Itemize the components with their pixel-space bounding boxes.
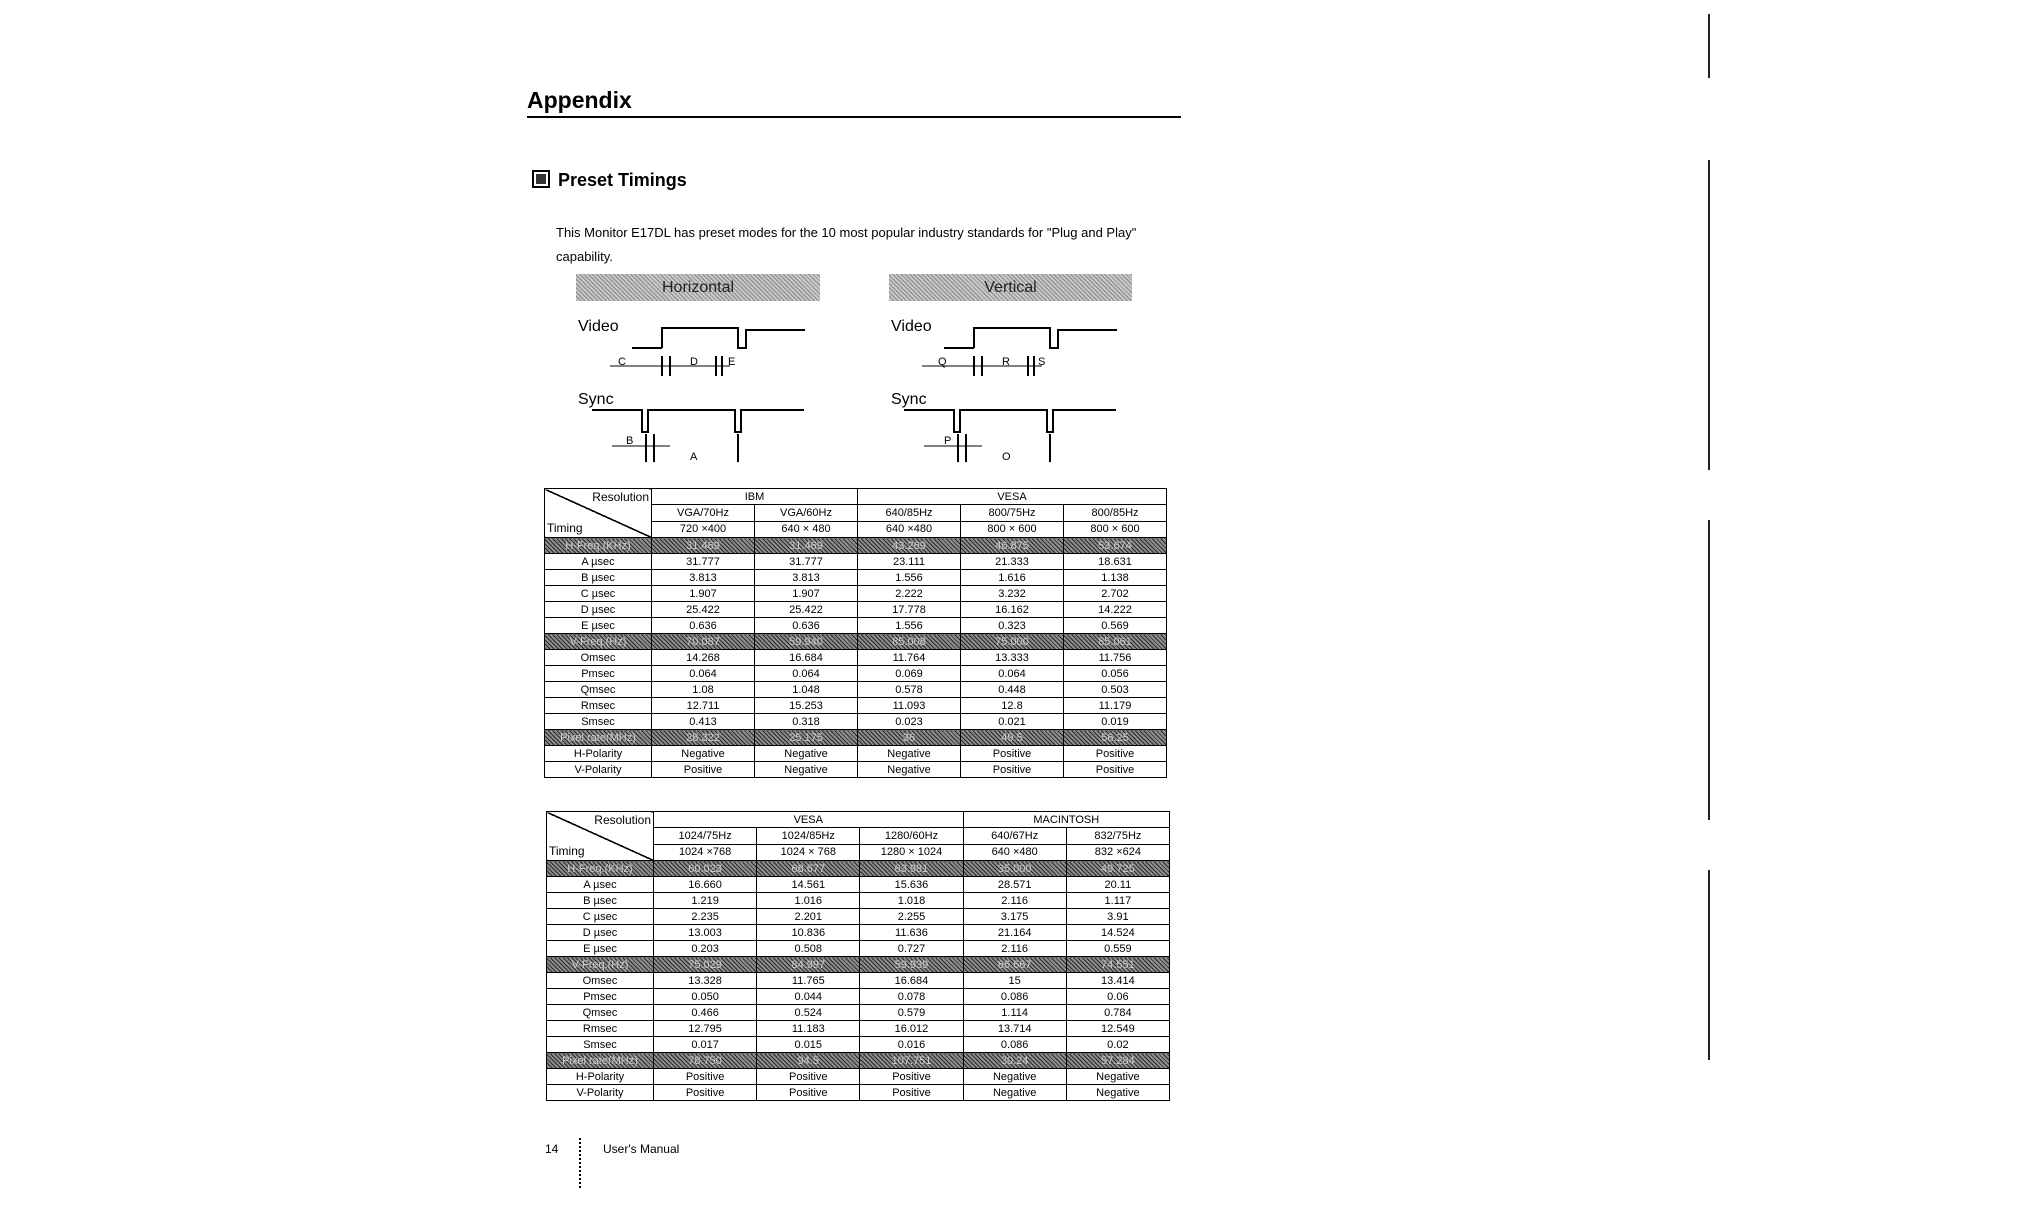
resolution-header: Resolution xyxy=(594,813,651,827)
value-cell: 49.5 xyxy=(961,730,1064,746)
value-cell: 0.06 xyxy=(1066,989,1169,1005)
row-label: H-Freq.(KHz) xyxy=(547,861,654,877)
value-cell: 31.469 xyxy=(652,538,755,554)
value-cell: 1.117 xyxy=(1066,893,1169,909)
resolution-header: Resolution xyxy=(592,490,649,504)
vertical-band: Vertical xyxy=(889,274,1132,301)
value-cell: 31.469 xyxy=(755,538,858,554)
table-row xyxy=(547,925,1170,941)
value-cell: Positive xyxy=(961,746,1064,762)
section-title xyxy=(532,168,687,192)
value-cell: 11.179 xyxy=(1064,698,1167,714)
value-cell: 0.569 xyxy=(1064,618,1167,634)
value-cell: 14.524 xyxy=(1066,925,1169,941)
row-label: D µsec xyxy=(545,602,652,618)
value-cell: 28.322 xyxy=(652,730,755,746)
mode-cell: 800/85Hz xyxy=(1064,505,1167,521)
row-label: H-Freq.(KHz) xyxy=(545,538,652,554)
value-cell: 0.069 xyxy=(858,666,961,682)
row-label: H-Polarity xyxy=(545,746,652,762)
table-row xyxy=(547,893,1170,909)
value-cell: Positive xyxy=(654,1069,757,1085)
row-label: A µsec xyxy=(547,877,654,893)
table-row xyxy=(545,570,1167,586)
row-label: E µsec xyxy=(545,618,652,634)
horizontal-band: Horizontal xyxy=(576,274,820,301)
value-cell: 13.333 xyxy=(961,650,1064,666)
value-cell: 11.636 xyxy=(860,925,963,941)
section-bullet-icon xyxy=(532,170,550,188)
value-cell: 75.029 xyxy=(654,957,757,973)
value-cell: 0.064 xyxy=(961,666,1064,682)
resolution-cell: 832 ×624 xyxy=(1066,844,1169,860)
mode-cell: 640/85Hz xyxy=(858,505,961,521)
value-cell: 12.549 xyxy=(1066,1021,1169,1037)
row-label: D µsec xyxy=(547,925,654,941)
value-cell: 0.448 xyxy=(961,682,1064,698)
value-cell: 1.016 xyxy=(757,893,860,909)
value-cell: 53.674 xyxy=(1064,538,1167,554)
mode-cell: 640/67Hz xyxy=(963,828,1066,844)
value-cell: 0.064 xyxy=(652,666,755,682)
value-cell: 12.8 xyxy=(961,698,1064,714)
value-cell: 60.023 xyxy=(654,861,757,877)
row-label: Smsec xyxy=(547,1037,654,1053)
group-header-vesa: VESA xyxy=(858,489,1167,505)
value-cell: 28.571 xyxy=(963,877,1066,893)
section-title-text: Preset Timings xyxy=(558,170,687,190)
value-cell: 3.91 xyxy=(1066,909,1169,925)
table-corner-cell xyxy=(545,489,652,538)
value-cell: 20.11 xyxy=(1066,877,1169,893)
value-cell: 57.284 xyxy=(1066,1053,1169,1069)
value-cell: Negative xyxy=(755,746,858,762)
label-r: R xyxy=(1002,356,1010,368)
mode-cell: 800/75Hz xyxy=(961,505,1064,521)
row-label: Pmsec xyxy=(545,666,652,682)
value-cell: 2.116 xyxy=(963,941,1066,957)
value-cell: 0.078 xyxy=(860,989,963,1005)
table-row xyxy=(547,1069,1170,1085)
table-row xyxy=(547,973,1170,989)
value-cell: 12.711 xyxy=(652,698,755,714)
value-cell: 25.175 xyxy=(755,730,858,746)
table-row xyxy=(547,1085,1170,1101)
value-cell: 18.631 xyxy=(1064,554,1167,570)
group-header-vesa: VESA xyxy=(654,812,964,828)
value-cell: 75.000 xyxy=(961,634,1064,650)
value-cell: 2.201 xyxy=(757,909,860,925)
value-cell: 0.559 xyxy=(1066,941,1169,957)
value-cell: 0.086 xyxy=(963,989,1066,1005)
table-row xyxy=(547,1021,1170,1037)
table-row xyxy=(545,746,1167,762)
value-cell: 2.116 xyxy=(963,893,1066,909)
table-row xyxy=(547,877,1170,893)
row-label: Pixel rate(MHz) xyxy=(545,730,652,746)
value-cell: 21.164 xyxy=(963,925,1066,941)
table-row xyxy=(545,730,1167,746)
table-body xyxy=(547,861,1170,1101)
value-cell: 1.219 xyxy=(654,893,757,909)
value-cell: 0.056 xyxy=(1064,666,1167,682)
preset-timing-table-1 xyxy=(544,488,1167,778)
value-cell: 78.750 xyxy=(654,1053,757,1069)
mode-cell: 1024/75Hz xyxy=(654,828,757,844)
table-group-row xyxy=(545,489,1167,505)
value-cell: 12.795 xyxy=(654,1021,757,1037)
label-q: Q xyxy=(938,356,947,368)
value-cell: 0.019 xyxy=(1064,714,1167,730)
value-cell: 1.907 xyxy=(755,586,858,602)
label-e: E xyxy=(728,356,736,368)
value-cell: 0.015 xyxy=(757,1037,860,1053)
row-label: Pixel rate(MHz) xyxy=(547,1053,654,1069)
value-cell: 84.997 xyxy=(757,957,860,973)
value-cell: 31.777 xyxy=(755,554,858,570)
table-row xyxy=(545,586,1167,602)
value-cell: 85.008 xyxy=(858,634,961,650)
timing-header: Timing xyxy=(547,521,583,535)
value-cell: 15.636 xyxy=(860,877,963,893)
value-cell: 1.048 xyxy=(755,682,858,698)
value-cell: 0.02 xyxy=(1066,1037,1169,1053)
table-row xyxy=(547,957,1170,973)
value-cell: 0.579 xyxy=(860,1005,963,1021)
timing-header: Timing xyxy=(549,844,585,858)
table-row xyxy=(545,650,1167,666)
label-a: A xyxy=(690,451,698,463)
horizontal-sync-label: Sync xyxy=(578,391,614,408)
value-cell: 14.561 xyxy=(757,877,860,893)
value-cell: 36 xyxy=(858,730,961,746)
value-cell: 59.939 xyxy=(860,957,963,973)
value-cell: 0.578 xyxy=(858,682,961,698)
vertical-sync-label: Sync xyxy=(891,391,927,408)
value-cell: Negative xyxy=(1066,1069,1169,1085)
page-number: 14 xyxy=(545,1142,559,1156)
table-row xyxy=(547,861,1170,877)
row-label: Rmsec xyxy=(547,1021,654,1037)
value-cell: Positive xyxy=(654,1085,757,1101)
value-cell: 16.684 xyxy=(860,973,963,989)
row-label: Qmsec xyxy=(547,1005,654,1021)
value-cell: 1.907 xyxy=(652,586,755,602)
value-cell: 0.017 xyxy=(654,1037,757,1053)
value-cell: 13.714 xyxy=(963,1021,1066,1037)
value-cell: 0.784 xyxy=(1066,1005,1169,1021)
value-cell: 3.232 xyxy=(961,586,1064,602)
label-b: B xyxy=(626,435,634,447)
value-cell: 15.253 xyxy=(755,698,858,714)
resolution-cell: 1024 ×768 xyxy=(654,844,757,860)
preset-timing-table-2 xyxy=(546,811,1170,1101)
mode-cell: 1280/60Hz xyxy=(860,828,963,844)
value-cell: 16.162 xyxy=(961,602,1064,618)
value-cell: 0.016 xyxy=(860,1037,963,1053)
value-cell: 0.413 xyxy=(652,714,755,730)
value-cell: 21.333 xyxy=(961,554,1064,570)
scan-edge-mark xyxy=(1708,520,1710,820)
table-row xyxy=(545,602,1167,618)
value-cell: 0.466 xyxy=(654,1005,757,1021)
scan-edge-mark xyxy=(1708,14,1710,78)
value-cell: 0.050 xyxy=(654,989,757,1005)
value-cell: 56.25 xyxy=(1064,730,1167,746)
mode-cell: VGA/60Hz xyxy=(755,505,858,521)
table-row xyxy=(545,554,1167,570)
table-row xyxy=(545,634,1167,650)
resolution-cell: 640 ×480 xyxy=(858,521,961,537)
table-row xyxy=(547,909,1170,925)
value-cell: 11.756 xyxy=(1064,650,1167,666)
value-cell: 2.222 xyxy=(858,586,961,602)
label-p: P xyxy=(944,435,952,447)
resolution-cell: 640 × 480 xyxy=(755,521,858,537)
value-cell: Negative xyxy=(652,746,755,762)
value-cell: 2.702 xyxy=(1064,586,1167,602)
table-row xyxy=(545,762,1167,778)
group-header-macintosh: MACINTOSH xyxy=(963,812,1169,828)
value-cell: 16.012 xyxy=(860,1021,963,1037)
table-row xyxy=(547,1037,1170,1053)
resolution-cell: 720 ×400 xyxy=(652,521,755,537)
mode-cell: 1024/85Hz xyxy=(757,828,860,844)
value-cell: 31.777 xyxy=(652,554,755,570)
value-cell: 14.268 xyxy=(652,650,755,666)
value-cell: 49.725 xyxy=(1066,861,1169,877)
value-cell: 107.751 xyxy=(860,1053,963,1069)
value-cell: 23.111 xyxy=(858,554,961,570)
value-cell: 13.003 xyxy=(654,925,757,941)
value-cell: 43.269 xyxy=(858,538,961,554)
value-cell: 68.677 xyxy=(757,861,860,877)
mode-cell: VGA/70Hz xyxy=(652,505,755,521)
row-label: V-Polarity xyxy=(547,1085,654,1101)
horizontal-waveform xyxy=(570,310,840,470)
value-cell: Positive xyxy=(860,1085,963,1101)
row-label: V-Freq.(Hz) xyxy=(545,634,652,650)
resolution-cell: 640 ×480 xyxy=(963,844,1066,860)
row-label: C µsec xyxy=(545,586,652,602)
row-label: Qmsec xyxy=(545,682,652,698)
table-corner-cell xyxy=(547,812,654,861)
value-cell: 3.813 xyxy=(755,570,858,586)
value-cell: Negative xyxy=(755,762,858,778)
table-row xyxy=(545,714,1167,730)
table-row xyxy=(545,618,1167,634)
value-cell: 11.764 xyxy=(858,650,961,666)
row-label: C µsec xyxy=(547,909,654,925)
table-row xyxy=(547,1053,1170,1069)
value-cell: 0.636 xyxy=(652,618,755,634)
value-cell: Positive xyxy=(961,762,1064,778)
value-cell: 35.000 xyxy=(963,861,1066,877)
value-cell: 66.667 xyxy=(963,957,1066,973)
value-cell: 1.114 xyxy=(963,1005,1066,1021)
value-cell: Positive xyxy=(757,1085,860,1101)
footer-text: User's Manual xyxy=(603,1142,680,1156)
value-cell: 0.021 xyxy=(961,714,1064,730)
value-cell: Negative xyxy=(963,1085,1066,1101)
value-cell: Positive xyxy=(757,1069,860,1085)
value-cell: 0.044 xyxy=(757,989,860,1005)
row-label: A µsec xyxy=(545,554,652,570)
row-label: B µsec xyxy=(545,570,652,586)
value-cell: 0.524 xyxy=(757,1005,860,1021)
table-row xyxy=(545,682,1167,698)
value-cell: 30.24 xyxy=(963,1053,1066,1069)
row-label: V-Polarity xyxy=(545,762,652,778)
value-cell: Negative xyxy=(1066,1085,1169,1101)
value-cell: 1.138 xyxy=(1064,570,1167,586)
value-cell: 11.093 xyxy=(858,698,961,714)
value-cell: 0.323 xyxy=(961,618,1064,634)
row-label: H-Polarity xyxy=(547,1069,654,1085)
vertical-video-label: Video xyxy=(891,318,932,335)
value-cell: Negative xyxy=(963,1069,1066,1085)
value-cell: 13.414 xyxy=(1066,973,1169,989)
mode-cell: 832/75Hz xyxy=(1066,828,1169,844)
value-cell: 0.203 xyxy=(654,941,757,957)
value-cell: 16.660 xyxy=(654,877,757,893)
row-label: Rmsec xyxy=(545,698,652,714)
value-cell: 0.318 xyxy=(755,714,858,730)
value-cell: 25.422 xyxy=(755,602,858,618)
table-row xyxy=(545,666,1167,682)
value-cell: 0.727 xyxy=(860,941,963,957)
table-row xyxy=(545,698,1167,714)
vertical-waveform xyxy=(882,310,1152,470)
table-body xyxy=(545,538,1167,778)
value-cell: 14.222 xyxy=(1064,602,1167,618)
value-cell: 94.5 xyxy=(757,1053,860,1069)
value-cell: 46.875 xyxy=(961,538,1064,554)
value-cell: 59.940 xyxy=(755,634,858,650)
value-cell: 0.508 xyxy=(757,941,860,957)
value-cell: 3.175 xyxy=(963,909,1066,925)
label-d: D xyxy=(690,356,698,368)
value-cell: 2.235 xyxy=(654,909,757,925)
value-cell: 15 xyxy=(963,973,1066,989)
table-row xyxy=(547,941,1170,957)
value-cell: 70.087 xyxy=(652,634,755,650)
value-cell: Negative xyxy=(858,762,961,778)
value-cell: 0.064 xyxy=(755,666,858,682)
value-cell: 11.183 xyxy=(757,1021,860,1037)
value-cell: Positive xyxy=(1064,746,1167,762)
value-cell: 17.778 xyxy=(858,602,961,618)
intro-paragraph: This Monitor E17DL has preset modes for the 10 most popular industry standards for "Plug and Play" capability. xyxy=(556,225,1137,264)
row-label: Pmsec xyxy=(547,989,654,1005)
resolution-cell: 1280 × 1024 xyxy=(860,844,963,860)
table-row xyxy=(547,1005,1170,1021)
value-cell: 3.813 xyxy=(652,570,755,586)
label-o: O xyxy=(1002,451,1011,463)
value-cell: 74.551 xyxy=(1066,957,1169,973)
value-cell: 13.328 xyxy=(654,973,757,989)
value-cell: 63.981 xyxy=(860,861,963,877)
page-title: Appendix xyxy=(527,86,1181,118)
horizontal-video-label: Video xyxy=(578,318,619,335)
table-row xyxy=(547,989,1170,1005)
value-cell: 1.018 xyxy=(860,893,963,909)
value-cell: 11.765 xyxy=(757,973,860,989)
value-cell: 1.616 xyxy=(961,570,1064,586)
row-label: B µsec xyxy=(547,893,654,909)
row-label: Omsec xyxy=(545,650,652,666)
value-cell: 10.836 xyxy=(757,925,860,941)
resolution-cell: 800 × 600 xyxy=(1064,521,1167,537)
scan-edge-mark xyxy=(1708,870,1710,1060)
value-cell: 1.08 xyxy=(652,682,755,698)
value-cell: 0.023 xyxy=(858,714,961,730)
value-cell: Positive xyxy=(860,1069,963,1085)
value-cell: 0.086 xyxy=(963,1037,1066,1053)
value-cell: 25.422 xyxy=(652,602,755,618)
label-c: C xyxy=(618,356,626,368)
value-cell: 16.684 xyxy=(755,650,858,666)
value-cell: Positive xyxy=(1064,762,1167,778)
value-cell: Negative xyxy=(858,746,961,762)
value-cell: 0.636 xyxy=(755,618,858,634)
resolution-cell: 800 × 600 xyxy=(961,521,1064,537)
value-cell: 85.061 xyxy=(1064,634,1167,650)
row-label: Omsec xyxy=(547,973,654,989)
table-row xyxy=(545,538,1167,554)
row-label: V-Freq.(Hz) xyxy=(547,957,654,973)
table-group-row xyxy=(547,812,1170,828)
resolution-cell: 1024 × 768 xyxy=(757,844,860,860)
value-cell: 2.255 xyxy=(860,909,963,925)
footer-divider xyxy=(579,1138,581,1188)
value-cell: Positive xyxy=(652,762,755,778)
value-cell: 1.556 xyxy=(858,570,961,586)
group-header-ibm: IBM xyxy=(652,489,858,505)
value-cell: 0.503 xyxy=(1064,682,1167,698)
row-label: E µsec xyxy=(547,941,654,957)
label-s: S xyxy=(1038,356,1046,368)
value-cell: 1.556 xyxy=(858,618,961,634)
scan-edge-mark xyxy=(1708,160,1710,470)
row-label: Smsec xyxy=(545,714,652,730)
